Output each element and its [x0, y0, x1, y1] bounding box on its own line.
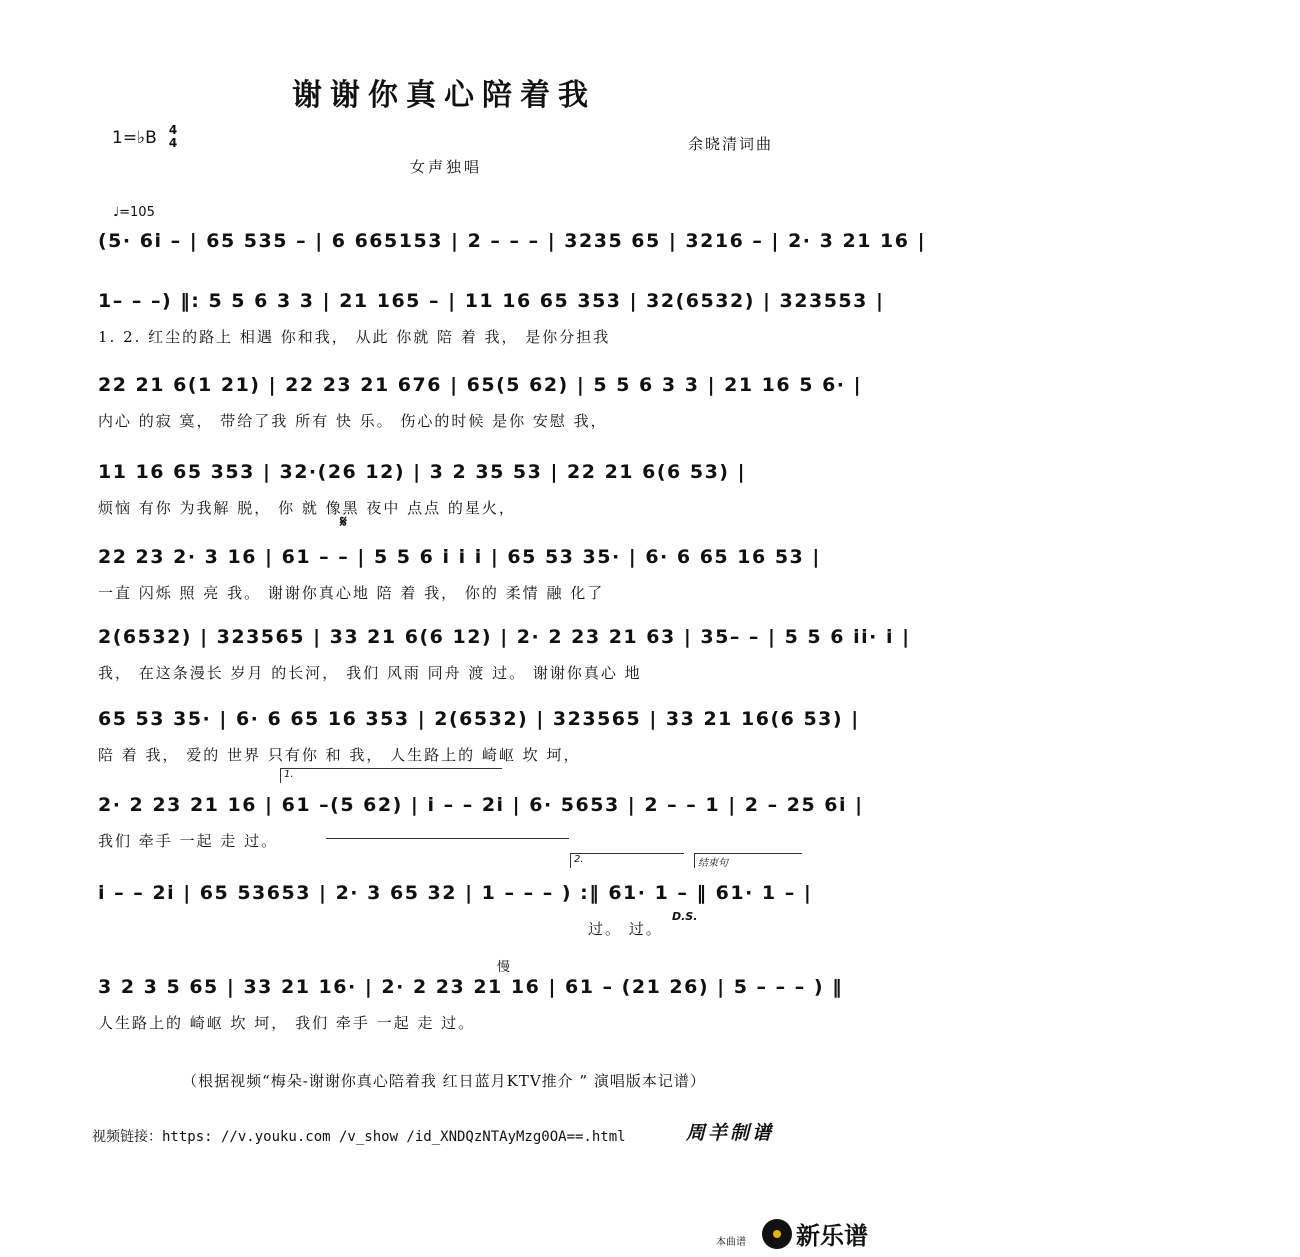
first-ending-bracket: [280, 768, 502, 783]
lyrics: 1. 2. 红尘的路上 相遇 你和我， 从此 你就 陪 着 我， 是你分担我: [98, 328, 611, 346]
time-signature: [168, 124, 178, 150]
ending-phrase-bracket: [694, 853, 802, 868]
lyrics: 我们 牵手 一起 走 过。: [98, 832, 279, 850]
lyrics: 我， 在这条漫长 岁月 的长河， 我们 风雨 同舟 渡 过。 谢谢你真心 地: [98, 664, 642, 682]
tempo-marking: ♩=105: [113, 205, 155, 220]
notes: 3 2 3 5 65 | 33 21 16· | 2· 2 23 21 16 | 61 – (21 26) | 5 – – – ) ‖: [98, 976, 844, 998]
notes: 11 16 65 353 | 32·(26 12) | 3 2 35 53 | 22 21 6(6 53) |: [98, 461, 747, 483]
lyrics: 陪 着 我， 爱的 世界 只有你 和 我， 人生路上的 崎岖 坎 坷，: [98, 746, 581, 764]
time-signature-bottom: 4: [168, 136, 178, 150]
lyrics: 内心 的寂 寞， 带给了我 所有 快 乐。 伤心的时候 是你 安慰 我，: [98, 412, 608, 430]
notes: (5· 6i – | 65 535 – | 6 665153 | 2 – – – | 3235 65 | 3216 – | 2· 3 21 16 |: [98, 230, 927, 252]
time-signature-top: 4: [168, 123, 178, 137]
record-disc-icon: [762, 1219, 792, 1249]
notes: 1– – –) ‖: 5 5 6 3 3 | 21 165 – | 11 16 65 353 | 32(6532) | 323553 |: [98, 290, 885, 312]
notes: 2(6532) | 323565 | 33 21 6(6 12) | 2· 2 23 21 63 | 35– – | 5 5 6 ii· i |: [98, 626, 911, 648]
slow-marking: 慢: [497, 960, 511, 975]
second-ending-label: 2.: [574, 854, 584, 865]
lyrics: 人生路上的 崎岖 坎 坷， 我们 牵手 一起 走 过。: [98, 1014, 476, 1032]
brand-name: 新乐谱: [796, 1222, 868, 1250]
second-ending-bracket: [570, 853, 684, 868]
composer-credit: 余晓清词曲: [688, 135, 774, 153]
notes: 22 23 2· 3 16 | 61 – – | 5 5 6 i i i | 65 53 35· | 6· 6 65 16 53 |: [98, 546, 821, 568]
ending-phrase-label: 结束句: [698, 858, 728, 869]
dal-segno-marking: D.S.: [672, 910, 698, 923]
video-link[interactable]: 视频链接：https: //v.youku.com /v_show /id_XNDQzNTAyMzg0OA==.html: [92, 1129, 626, 1145]
notes: 22 21 6(1 21) | 22 23 21 676 | 65(5 62) | 5 5 6 3 3 | 21 16 5 6· |: [98, 374, 863, 396]
song-title: 谢谢你真心陪着我: [292, 78, 596, 113]
notes: i – – 2i | 65 53653 | 2· 3 65 32 | 1 – – – ) :‖ 61· 1 – ‖ 61· 1 – |: [98, 882, 813, 904]
first-ending-label: 1.: [284, 769, 294, 780]
lyrics: 烦恼 有你 为我解 脱， 你 就 像黑 夜中 点点 的星火，: [98, 499, 516, 517]
notes: 65 53 35· | 6· 6 65 16 353 | 2(6532) | 323565 | 33 21 16(6 53) |: [98, 708, 860, 730]
lyrics: 一直 闪烁 照 亮 我。 谢谢你真心地 陪 着 我， 你的 柔情 融 化了: [98, 584, 605, 602]
performance-mode: 女声独唱: [410, 158, 483, 176]
lyrics: 过。 过。: [588, 920, 663, 938]
transcriber-signature: 周羊制谱: [686, 1122, 775, 1144]
key-signature: 1=♭B: [112, 128, 157, 148]
footer-caption: 本曲谱: [716, 1237, 746, 1248]
transcription-credit: （根据视频“梅朵-谢谢你真心陪着我 红日蓝月KTV推介 ” 演唱版本记谱）: [182, 1072, 706, 1090]
segno-sign: 𝄋: [340, 512, 347, 531]
site-logo[interactable]: [762, 1216, 868, 1251]
first-ending-continuation: [326, 838, 569, 853]
notes: 2· 2 23 21 16 | 61 –(5 62) | i – – 2i | 6· 5653 | 2 – – 1 | 2 – 25 6i |: [98, 794, 864, 816]
